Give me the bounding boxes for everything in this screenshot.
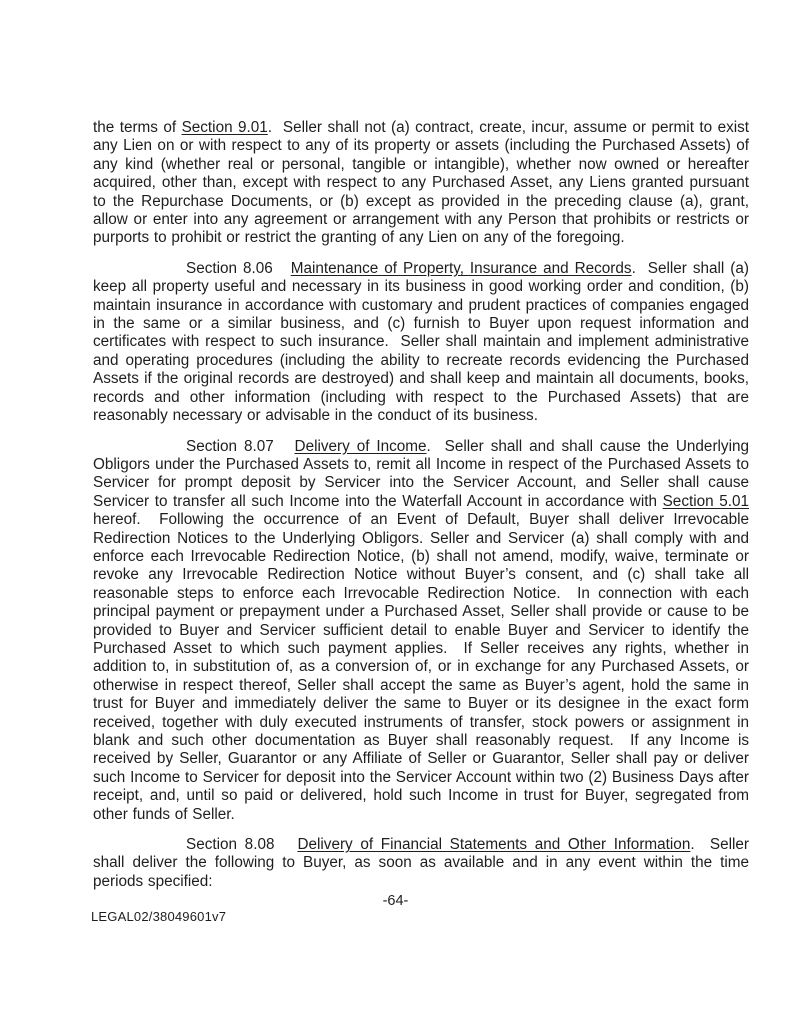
section-9-01-reference: Section 9.01	[181, 119, 268, 136]
paragraph	[93, 119, 749, 248]
body-text: the terms of	[93, 119, 182, 136]
section-8-07-number: Section 8.07	[186, 437, 295, 455]
document-body	[93, 119, 749, 903]
section-8-08-number: Section 8.08	[186, 836, 298, 854]
body-text: . Seller shall and shall cause the Underlying Obligors under the Purchased Assets to, remit all Income in respect of the Purchased Assets to Servicer for prompt deposit by Servicer into the Servicer Account, and Seller shall cause Servicer to transfer all such Income into the Waterfall Account in accordance with	[93, 437, 749, 510]
footer-document-code: LEGAL02/38049601v7	[91, 909, 227, 924]
body-text: hereof. Following the occurrence of an Event of Default, Buyer shall deliver Irrevocable Redirection Notices to the Underlying Obligors. Seller and Servicer (a) shall comply with and enforce each Irrevocable Redirection Notice, (b) shall not amend, modify, waive, terminate or revoke any Irrevocable Redirection Notice without Buyer’s consent, and (c) shall take all reasonable steps to enforce each Irrevocable Redirection Notice. In connection with each principal payment or prepayment under a Purchased Asset, Seller shall provide or cause to be provided to Buyer and Servicer sufficient detail to enable Buyer and Servicer to identify the Purchased Asset to which such payment applies. If Seller receives any rights, whether in addition to, in substitution of, as a conversion of, or in exchange for any Purchased Assets, or otherwise in respect thereof, Seller shall accept the same as Buyer’s agent, hold the same in trust for Buyer and immediately deliver the same to Buyer or its designee in the exact form received, together with duly executed instruments of transfer, stock powers or assignment in blank and such other documentation as Buyer shall reasonably request. If any Income is received by Seller, Guarantor or any Affiliate of Seller or Guarantor, Seller shall pay or deliver such Income to Servicer for deposit into the Servicer Account within two (2) Business Days after receipt, and, until so paid or delivered, hold such Income in trust for Buyer, segregated from other funds of Seller.	[93, 511, 749, 823]
body-text: . Seller shall deliver the following to Buyer, as soon as available and in any event within the time periods specified:	[93, 836, 750, 890]
paragraph	[93, 260, 749, 426]
paragraph	[93, 836, 749, 891]
section-5-01-reference: Section 5.01	[662, 492, 750, 510]
body-text: . Seller shall (a) keep all property useful and necessary in its business in good working order and condition, (b) maintain insurance in accordance with customary and prudent practices of companies engaged in the same or a similar business, and (c) furnish to Buyer upon request information and certificates with respect to such insurance. Seller shall maintain and implement administrative and operating procedures (including the ability to recreate records evidencing the Purchased Assets if the original records are destroyed) and shall keep and maintain all documents, books, records and other information (including with respect to the Purchased Assets) that are reasonably necessary or advisable in the conduct of its business.	[93, 259, 749, 425]
page-number: -64-	[382, 893, 409, 909]
section-8-06-number: Section 8.06	[186, 259, 291, 277]
body-text: . Seller shall not (a) contract, create, incur, assume or permit to exist any Lien on or with respect to any of its property or assets (including the Purchased Assets) of any kind (whether real or personal, tangible or intangible), whether now owned or hereafter acquired, other than, except with respect to any Purchased Asset, any Liens granted pursuant to the Repurchase Documents, or (b) except as provided in the preceding clause (a), grant, allow or enter into any agreement or arrangement with any Person that prohibits or restricts or purports to prohibit or restrict the granting of any Lien on any of the foregoing.	[93, 119, 750, 247]
paragraph	[93, 438, 749, 825]
section-8-07-title: Delivery of Income	[294, 437, 427, 455]
section-8-06-title: Maintenance of Property, Insurance and Records	[290, 259, 632, 277]
section-8-08-title: Delivery of Financial Statements and Other Information	[297, 836, 691, 854]
